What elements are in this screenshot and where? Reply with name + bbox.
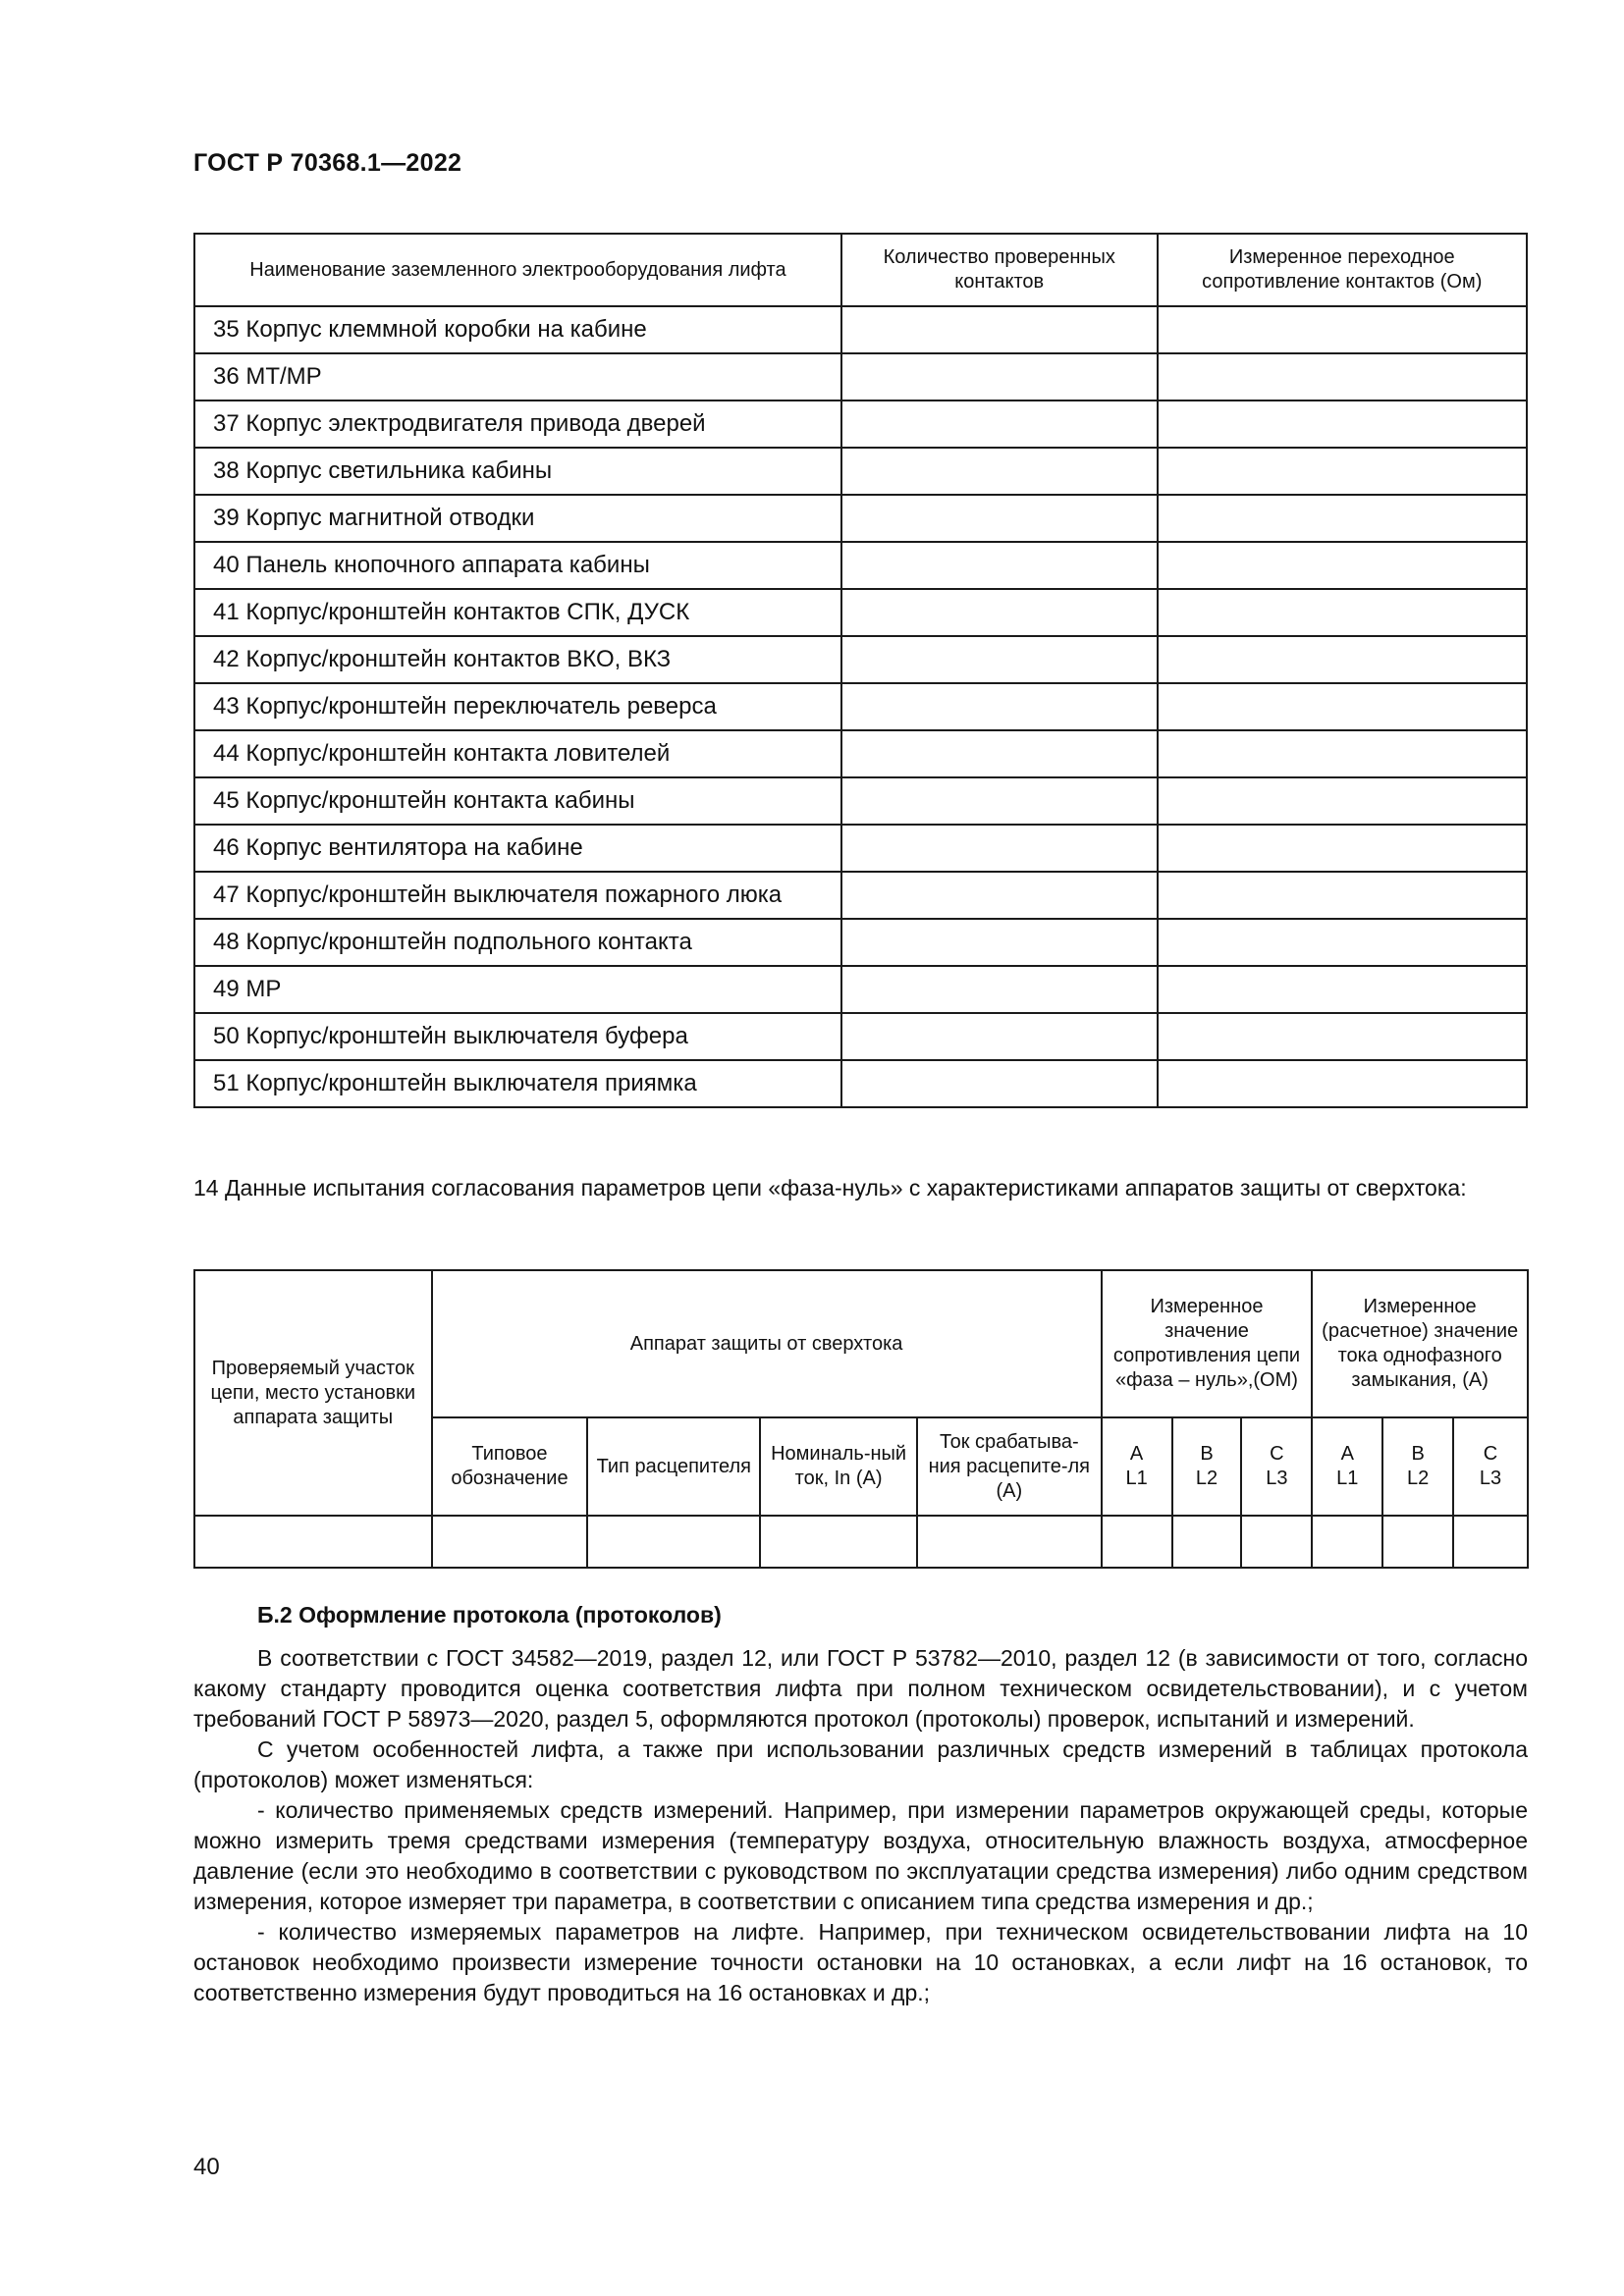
paragraph: - количество применяемых средств измерений. Например, при измерении параметров окружающей среды, которые можно измерить тремя средствами измерения (температуру воздуха, относительную влажность воздуха, атмосферное давление (если это необходимо в соответствии с руководством по эксплуатации средства измерения) либо одним средством измерения, которое измеряет три параметра, в соответствии с описанием типа средства измерения и др.;	[193, 1797, 1528, 1914]
table-cell	[194, 1516, 432, 1568]
equipment-name-cell: 44 Корпус/кронштейн контакта ловителей	[194, 730, 841, 777]
table-row	[194, 919, 1527, 966]
table-row	[194, 1516, 1528, 1568]
equipment-name-cell: 51 Корпус/кронштейн выключателя приямка	[194, 1060, 841, 1107]
phase-line: L3	[1266, 1468, 1288, 1489]
subheader-phase	[1453, 1417, 1528, 1516]
table-row	[194, 730, 1527, 777]
phase-letter: С	[1483, 1443, 1498, 1465]
header-resistance: Измеренное переходное сопротивление контактов (Ом)	[1158, 234, 1528, 306]
header-protection-device: Аппарат защиты от сверхтока	[432, 1270, 1102, 1417]
phase-line: L2	[1406, 1468, 1430, 1489]
subheader-trip-current: Ток срабатыва-ния расцепите-ля (А)	[917, 1417, 1102, 1516]
contacts-count-cell	[841, 966, 1158, 1013]
phase-line: L3	[1479, 1468, 1502, 1489]
table-cell	[760, 1516, 917, 1568]
contacts-count-cell	[841, 353, 1158, 400]
contacts-count-cell	[841, 636, 1158, 683]
subheader-phase	[1102, 1417, 1172, 1516]
equipment-name-cell: 45 Корпус/кронштейн контакта кабины	[194, 777, 841, 825]
table-row	[194, 495, 1527, 542]
resistance-cell	[1158, 448, 1528, 495]
resistance-cell	[1158, 353, 1528, 400]
header-measured-resistance: Измеренное значение сопротивления цепи «фаза – нуль»,(ОМ)	[1102, 1270, 1313, 1417]
equipment-name-cell: 40 Панель кнопочного аппарата кабины	[194, 542, 841, 589]
table-cell	[1453, 1516, 1528, 1568]
table-cell	[1312, 1516, 1382, 1568]
table-cell	[1172, 1516, 1242, 1568]
resistance-cell	[1158, 400, 1528, 448]
resistance-cell	[1158, 495, 1528, 542]
contacts-count-cell	[841, 919, 1158, 966]
resistance-cell	[1158, 966, 1528, 1013]
resistance-cell	[1158, 730, 1528, 777]
equipment-name-cell: 37 Корпус электродвигателя привода дверей	[194, 400, 841, 448]
header-contacts-count: Количество проверенных контактов	[841, 234, 1158, 306]
contacts-count-cell	[841, 730, 1158, 777]
page-number: 40	[193, 2154, 220, 2180]
grounding-table-body	[194, 306, 1527, 1107]
table-row	[194, 400, 1527, 448]
contacts-count-cell	[841, 495, 1158, 542]
resistance-cell	[1158, 306, 1528, 353]
header-short-circuit-current: Измеренное (расчетное) значение тока однофазного замыкания, (А)	[1312, 1270, 1528, 1417]
subheader-rated-current: Номиналь-ный ток, In (А)	[760, 1417, 917, 1516]
paragraph: В соответствии с ГОСТ 34582—2019, раздел 12, или ГОСТ Р 53782—2010, раздел 12 (в зависимости от того, согласно какому стандарту проводится оценка соответствия лифта при полном техническом освидетельствовании), и с учетом требований ГОСТ Р 58973—2020, раздел 5, оформляются протокол (протоколы) проверок, испытаний и измерений.	[193, 1645, 1528, 1732]
phase-line: L1	[1125, 1468, 1148, 1489]
subheader-type-designation: Типовое обозначение	[432, 1417, 588, 1516]
section-b2-title: Б.2 Оформление протокола (протоколов)	[257, 1602, 722, 1628]
table-row	[194, 1013, 1527, 1060]
equipment-name-cell: 38 Корпус светильника кабины	[194, 448, 841, 495]
contacts-count-cell	[841, 683, 1158, 730]
table-row	[194, 825, 1527, 872]
phase-letter: В	[1200, 1443, 1214, 1465]
header-equipment-name: Наименование заземленного электрооборудования лифта	[194, 234, 841, 306]
table-cell	[587, 1516, 760, 1568]
resistance-cell	[1158, 872, 1528, 919]
equipment-name-cell: 49 МР	[194, 966, 841, 1013]
phase-letter: А	[1129, 1443, 1144, 1465]
paragraph: С учетом особенностей лифта, а также при использовании различных средств измерений в таблицах протокола (протоколов) может изменяться:	[193, 1736, 1528, 1792]
contacts-count-cell	[841, 448, 1158, 495]
contacts-count-cell	[841, 1060, 1158, 1107]
phase-letter: А	[1340, 1443, 1354, 1465]
resistance-cell	[1158, 1013, 1528, 1060]
paragraph: - количество измеряемых параметров на лифте. Например, при техническом освидетельствовании лифта на 10 остановок необходимо произвести измерение точности остановки на 10 остановках, а если лифт на 16 остановок, то соответственно измерения будут проводиться на 16 остановках и др.;	[193, 1919, 1528, 2005]
phase-line: L2	[1195, 1468, 1218, 1489]
contacts-count-cell	[841, 1013, 1158, 1060]
equipment-name-cell: 48 Корпус/кронштейн подпольного контакта	[194, 919, 841, 966]
table-row	[194, 353, 1527, 400]
table-row	[194, 306, 1527, 353]
table-cell	[1102, 1516, 1172, 1568]
table-row	[194, 589, 1527, 636]
contacts-count-cell	[841, 400, 1158, 448]
resistance-cell	[1158, 777, 1528, 825]
resistance-cell	[1158, 1060, 1528, 1107]
table-row	[194, 448, 1527, 495]
equipment-name-cell: 39 Корпус магнитной отводки	[194, 495, 841, 542]
phase-zero-table	[193, 1269, 1529, 1569]
phase-letter: В	[1411, 1443, 1425, 1465]
equipment-name-cell: 46 Корпус вентилятора на кабине	[194, 825, 841, 872]
subheader-phase	[1382, 1417, 1453, 1516]
table-cell	[432, 1516, 588, 1568]
resistance-cell	[1158, 825, 1528, 872]
header-checked-section: Проверяемый участок цепи, место установки аппарата защиты	[194, 1270, 432, 1516]
equipment-name-cell: 36 МТ/МР	[194, 353, 841, 400]
table-row	[194, 1060, 1527, 1107]
contacts-count-cell	[841, 777, 1158, 825]
equipment-name-cell: 41 Корпус/кронштейн контактов СПК, ДУСК	[194, 589, 841, 636]
document-code: ГОСТ Р 70368.1—2022	[193, 149, 462, 177]
resistance-cell	[1158, 589, 1528, 636]
resistance-cell	[1158, 542, 1528, 589]
phase-line: L1	[1336, 1468, 1359, 1489]
subheader-phase	[1241, 1417, 1312, 1516]
phase-letter: С	[1270, 1443, 1284, 1465]
equipment-name-cell: 43 Корпус/кронштейн переключатель реверса	[194, 683, 841, 730]
table-cell	[1382, 1516, 1453, 1568]
table-header-row	[194, 1270, 1528, 1417]
resistance-cell	[1158, 919, 1528, 966]
contacts-count-cell	[841, 306, 1158, 353]
table-row	[194, 872, 1527, 919]
table-row	[194, 636, 1527, 683]
contacts-count-cell	[841, 825, 1158, 872]
grounding-contacts-table	[193, 233, 1528, 1108]
equipment-name-cell: 50 Корпус/кронштейн выключателя буфера	[194, 1013, 841, 1060]
table-row	[194, 542, 1527, 589]
section-14-text: 14 Данные испытания согласования параметров цепи «фаза-нуль» с характеристиками аппаратов защиты от сверхтока:	[193, 1175, 1467, 1201]
subheader-phase	[1312, 1417, 1382, 1516]
equipment-name-cell: 47 Корпус/кронштейн выключателя пожарного люка	[194, 872, 841, 919]
subheader-phase	[1172, 1417, 1242, 1516]
equipment-name-cell: 35 Корпус клеммной коробки на кабине	[194, 306, 841, 353]
equipment-name-cell: 42 Корпус/кронштейн контактов ВКО, ВКЗ	[194, 636, 841, 683]
subheader-release-type: Тип расцепителя	[587, 1417, 760, 1516]
contacts-count-cell	[841, 589, 1158, 636]
resistance-cell	[1158, 683, 1528, 730]
resistance-cell	[1158, 636, 1528, 683]
table-row	[194, 683, 1527, 730]
table-row	[194, 777, 1527, 825]
table-cell	[1241, 1516, 1312, 1568]
table-cell	[917, 1516, 1102, 1568]
contacts-count-cell	[841, 872, 1158, 919]
table-row	[194, 966, 1527, 1013]
section-b2-body	[193, 1643, 1528, 2008]
contacts-count-cell	[841, 542, 1158, 589]
table-header-row	[194, 234, 1527, 306]
